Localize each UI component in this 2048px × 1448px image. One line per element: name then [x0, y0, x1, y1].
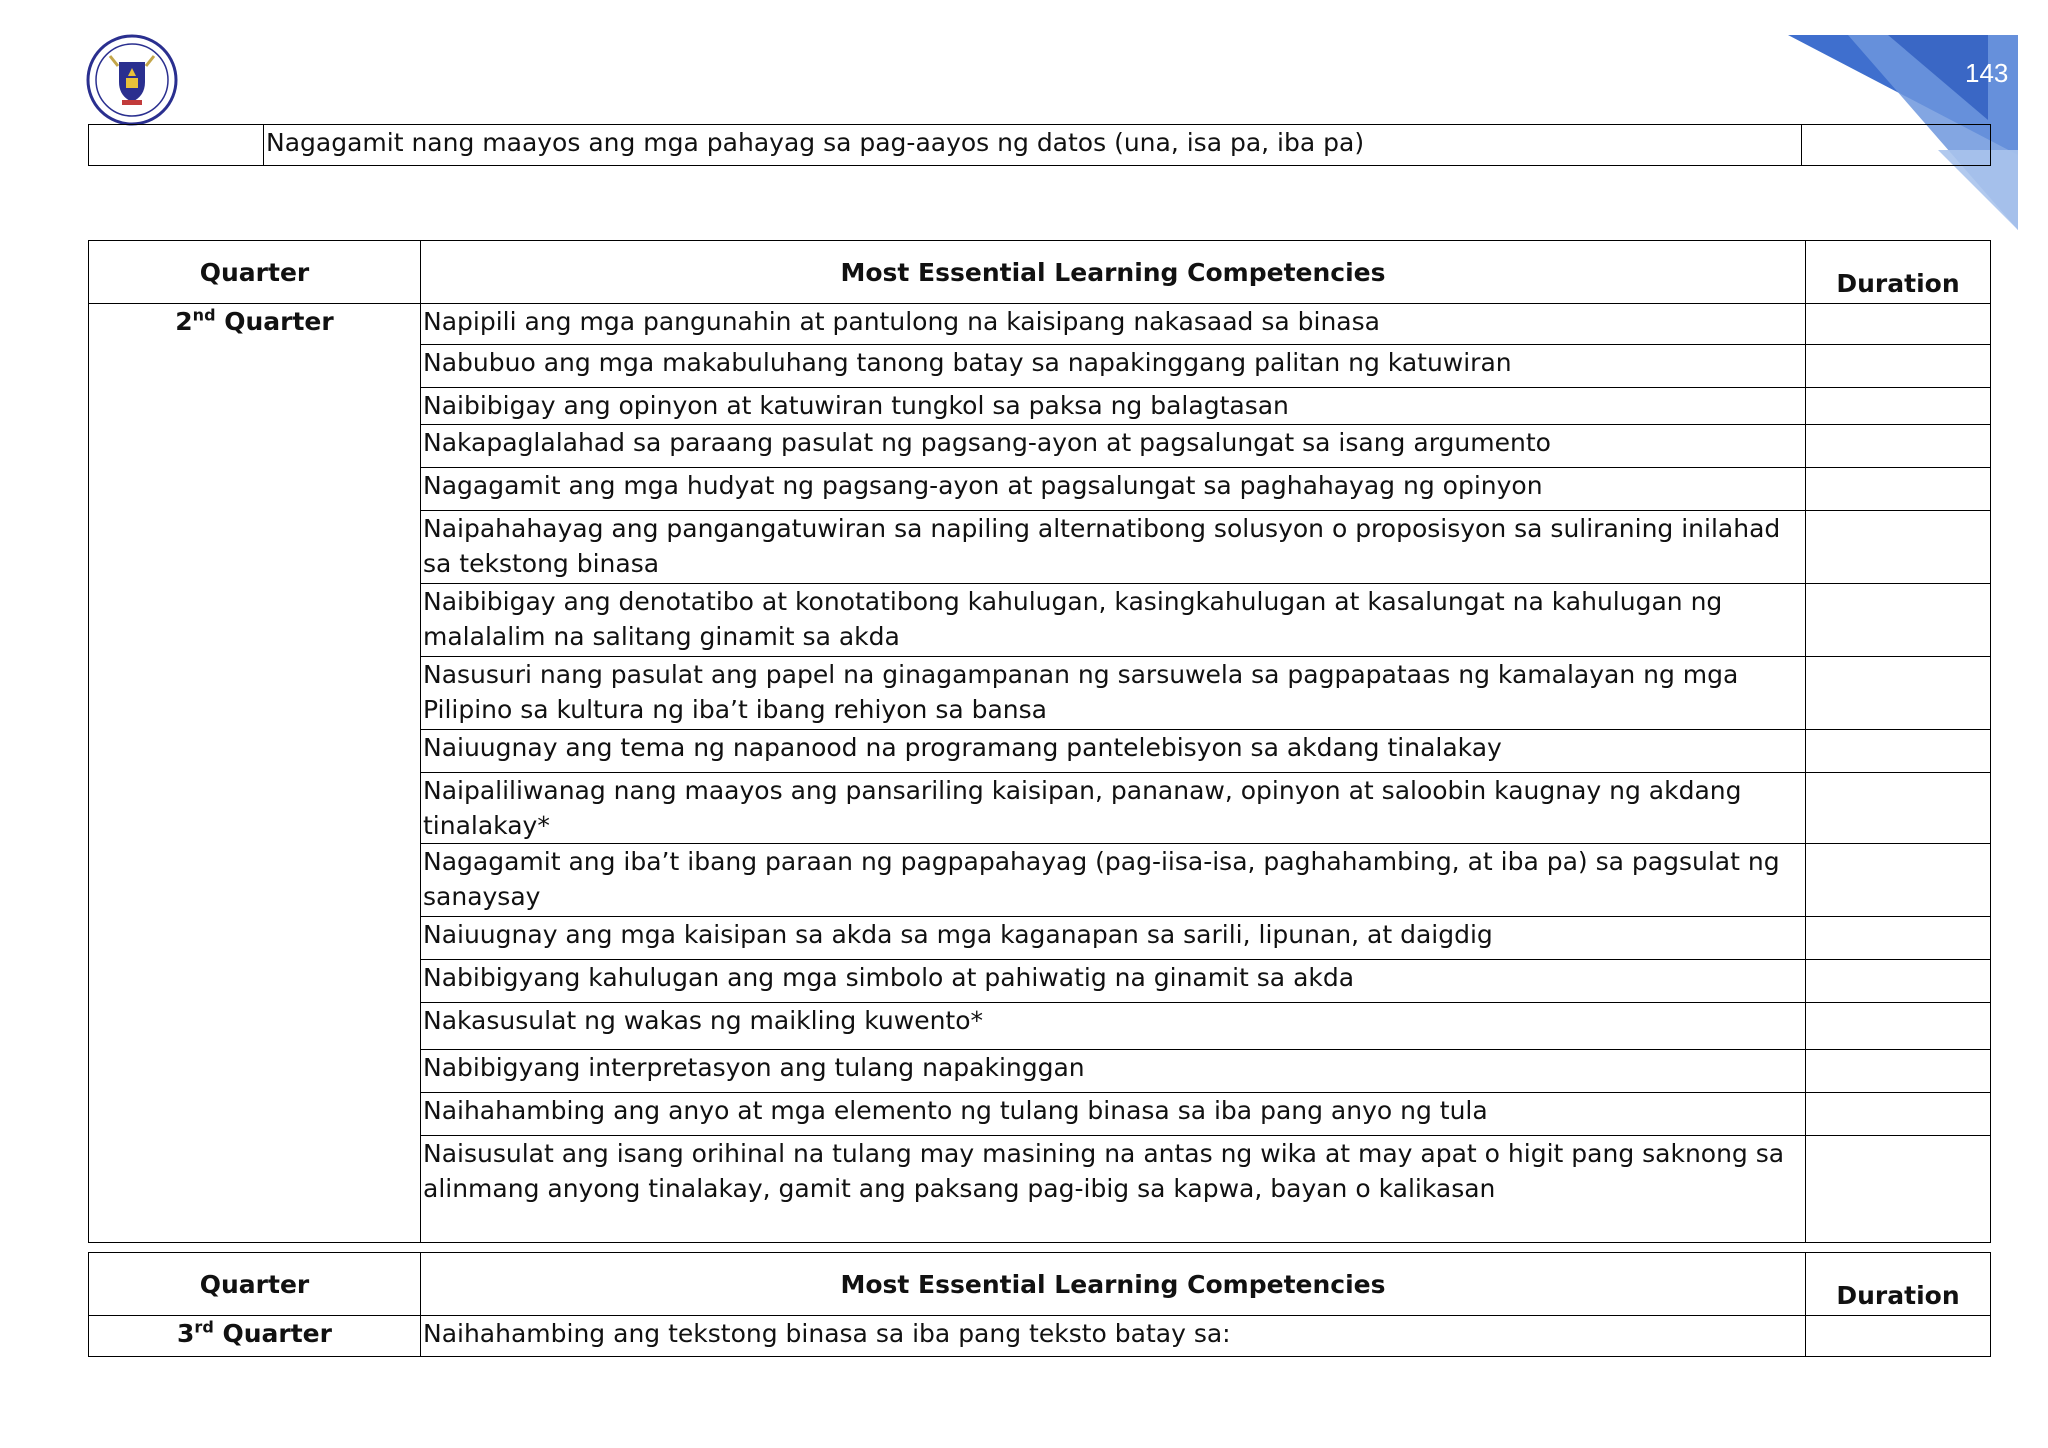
deped-seal-logo	[86, 34, 178, 126]
duration-cell	[1806, 1003, 1991, 1050]
duration-header: Duration	[1806, 241, 1991, 304]
competency-cell: Naibibigay ang denotatibo at konotatibong kahulugan, kasingkahulugan at kasalungat na kahulugan ng malalalim na salitang ginamit sa akda	[421, 584, 1806, 657]
duration-cell	[1806, 584, 1991, 657]
competency-cell: Nabibigyang interpretasyon ang tulang napakinggan	[421, 1050, 1806, 1093]
duration-cell	[1806, 388, 1991, 425]
table-row	[89, 1316, 1991, 1357]
competency-header: Most Essential Learning Competencies	[421, 1253, 1806, 1316]
quarter-number: 3	[177, 1319, 195, 1348]
quarter-number: 2	[175, 307, 193, 336]
table-row	[89, 125, 1991, 166]
quarter-header: Quarter	[89, 1253, 421, 1316]
quarter-header: Quarter	[89, 241, 421, 304]
competency-cell: Napipili ang mga pangunahin at pantulong na kaisipang nakasaad sa binasa	[421, 304, 1806, 345]
duration-cell	[1806, 1136, 1991, 1243]
duration-cell	[1806, 657, 1991, 730]
duration-cell	[1806, 917, 1991, 960]
quarter-word: Quarter	[222, 1319, 332, 1348]
duration-cell	[1802, 125, 1991, 166]
duration-cell	[1806, 511, 1991, 584]
competency-cell: Nakasusulat ng wakas ng maikling kuwento*	[421, 1003, 1806, 1050]
duration-cell	[1806, 1316, 1991, 1357]
competency-cell: Nagagamit ang mga hudyat ng pagsang-ayon at pagsalungat sa paghahayag ng opinyon	[421, 468, 1806, 511]
duration-cell	[1806, 468, 1991, 511]
duration-cell	[1806, 345, 1991, 388]
competency-cell: Naibibigay ang opinyon at katuwiran tungkol sa paksa ng balagtasan	[421, 388, 1806, 425]
duration-cell	[1806, 304, 1991, 345]
competency-header: Most Essential Learning Competencies	[421, 241, 1806, 304]
competency-table-q3	[88, 1252, 1991, 1357]
competency-cell: Naipaliliwanag nang maayos ang pansariling kaisipan, pananaw, opinyon at saloobin kaugnay ng akdang tinalakay*	[421, 773, 1806, 844]
duration-cell	[1806, 730, 1991, 773]
quarter-ordinal-suffix: rd	[194, 1317, 214, 1337]
competency-cell: Nabibigyang kahulugan ang mga simbolo at pahiwatig na ginamit sa akda	[421, 960, 1806, 1003]
competency-cell: Nasusuri nang pasulat ang papel na ginagampanan ng sarsuwela sa pagpapataas ng kamalayan ng mga Pilipino sa kultura ng iba’t ibang rehiyon sa bansa	[421, 657, 1806, 730]
competency-cell: Naiuugnay ang tema ng napanood na programang pantelebisyon sa akdang tinalakay	[421, 730, 1806, 773]
competency-table-continued	[88, 124, 1991, 166]
duration-cell	[1806, 1050, 1991, 1093]
competency-cell: Nagagamit nang maayos ang mga pahayag sa pag-aayos ng datos (una, isa pa, iba pa)	[264, 125, 1802, 166]
duration-cell	[1806, 773, 1991, 844]
table-header-row	[89, 241, 1991, 304]
competency-cell: Nabubuo ang mga makabuluhang tanong batay sa napakinggang palitan ng katuwiran	[421, 345, 1806, 388]
competency-cell: Naipahahayag ang pangangatuwiran sa napiling alternatibong solusyon o proposisyon sa suliraning inilahad sa tekstong binasa	[421, 511, 1806, 584]
page-number: 143	[1965, 58, 2009, 88]
competency-cell: Naihahambing ang tekstong binasa sa iba pang teksto batay sa:	[421, 1316, 1806, 1357]
competency-cell: Nakapaglalahad sa paraang pasulat ng pagsang-ayon at pagsalungat sa isang argumento	[421, 425, 1806, 468]
table-row	[89, 304, 1991, 345]
competency-table-q2	[88, 240, 1991, 1243]
quarter-word: Quarter	[224, 307, 334, 336]
quarter-label	[89, 304, 421, 1243]
competency-cell: Naisusulat ang isang orihinal na tulang may masining na antas ng wika at may apat o higit pang saknong sa alinmang anyong tinalakay, gamit ang paksang pag-ibig sa kapwa, bayan o kalikasan	[421, 1136, 1806, 1243]
competency-cell: Nagagamit ang iba’t ibang paraan ng pagpapahayag (pag-iisa-isa, paghahambing, at iba pa) sa pagsulat ng sanaysay	[421, 844, 1806, 917]
duration-cell	[1806, 1093, 1991, 1136]
duration-header: Duration	[1806, 1253, 1991, 1316]
corner-decoration	[1688, 0, 2048, 240]
quarter-cell	[89, 125, 264, 166]
quarter-label	[89, 1316, 421, 1357]
duration-cell	[1806, 425, 1991, 468]
table-header-row	[89, 1253, 1991, 1316]
quarter-ordinal-suffix: nd	[192, 305, 216, 325]
competency-cell: Naihahambing ang anyo at mga elemento ng tulang binasa sa iba pang anyo ng tula	[421, 1093, 1806, 1136]
competency-cell: Naiuugnay ang mga kaisipan sa akda sa mga kaganapan sa sarili, lipunan, at daigdig	[421, 917, 1806, 960]
duration-cell	[1806, 844, 1991, 917]
duration-cell	[1806, 960, 1991, 1003]
